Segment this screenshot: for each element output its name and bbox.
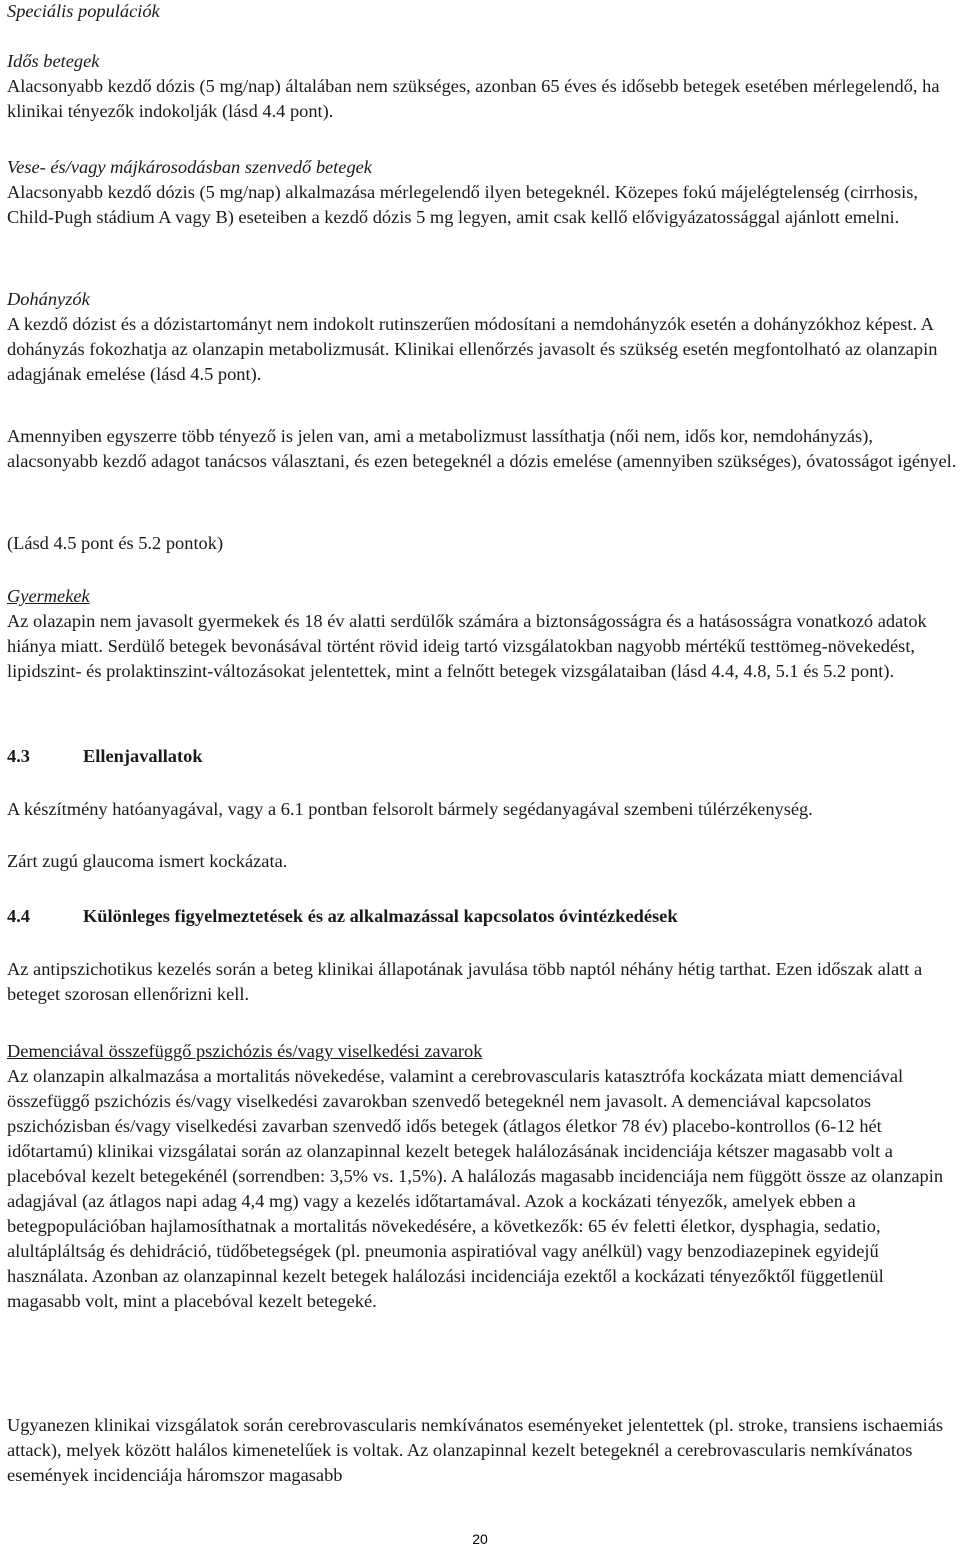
heading-contraindications	[7, 744, 203, 769]
heading-text: Különleges figyelmeztetések és az alkalmazással kapcsolatos óvintézkedések	[83, 906, 678, 926]
heading-number: 4.3	[7, 746, 30, 766]
heading-text: Ellenjavallatok	[83, 746, 203, 766]
heading-number: 4.4	[7, 906, 30, 926]
paragraph-renal-hepatic: Alacsonyabb kezdő dózis (5 mg/nap) alkalmazása mérlegelendő ilyen betegeknél. Közepes fokú májelégtelenség (cirrhosis, Child-Pugh stádium A vagy B) eseteiben a kezdő dózis 5 mg legyen, amit csak kellő elővigyázatossággal ajánlott emelni.	[7, 182, 919, 227]
section-title-special-populations: Speciális populációk	[7, 1, 160, 21]
paragraph-contraindications: A készítmény hatóanyagával, vagy a 6.1 pontban felsorolt bármely segédanyagával szembeni túlérzékenység.	[7, 799, 813, 819]
subhead-smokers: Dohányzók	[7, 289, 90, 309]
reference-note: (Lásd 4.5 pont és 5.2 pontok)	[7, 533, 224, 553]
paragraph-cerebrovascular: Ugyanezen klinikai vizsgálatok során cerebrovascularis nemkívánatos eseményeket jelentettek (pl. stroke, transiens ischaemiás attack), melyek között halálos kimenetelűek is voltak. Az olanzapinnal kezelt betegeknél a cerebrovascularis nemkívánatos események incidenciája háromszor magasabb	[7, 1415, 944, 1485]
subhead-dementia: Demenciával összefüggő pszichózis és/vagy viselkedési zavarok	[7, 1041, 483, 1061]
paragraph-multiple-factors: Amennyiben egyszerre több tényező is jelen van, ami a metabolizmust lassíthatja (női nem, idős kor, nemdohányzás), alacsonyabb kezdő adagot tanácsos választani, és ezen betegeknél a dózis emelése (amennyiben szükséges), óvatosságot igényel.	[7, 426, 957, 471]
paragraph-smokers: A kezdő dózist és a dózistartományt nem indokolt rutinszerűen módosítani a nemdohányzók esetén a dohányzókhoz képest. A dohányzás fokozhatja az olanzapin metabolizmusát. Klinikai ellenőrzés javasolt és szükség esetén megfontolható az olanzapin adagjának emelése (lásd 4.5 pont).	[7, 314, 938, 384]
heading-warnings	[7, 904, 678, 929]
subhead-elderly: Idős betegek	[7, 51, 100, 71]
paragraph-dementia: Az olanzapin alkalmazása a mortalitás növekedése, valamint a cerebrovascularis katasztrófa kockázata miatt demenciával összefüggő pszichózis és/vagy viselkedési zavarokban szenvedő betegeknél nem javasolt. A demenciával kapcsolatos pszichózisban és/vagy viselkedési zavarban szenvedő idős betegek (átlagos életkor 78 év) placebo-kontrollos (6-12 hét időtartamú) klinikai vizsgálatai során az olanzapinnal kezelt betegek halálozásának incidenciája kétszer magasabb volt a placebóval kezelt betegekénél (sorrendben: 3,5% vs. 1,5%). A halálozás magasabb incidenciája nem függött össze az olanzapin adagjával (az átlagos napi adag 4,4 mg) vagy a kezelés időtartamával. Azok a kockázati tényezők, amelyek ebben a betegpopulációban hajlamosíthatnak a mortalitás növekedésére, a következők: 65 év feletti életkor, dysphagia, sedatio, alultápláltság és dehidráció, tüdőbetegségek (pl. pneumonia aspiratióval vagy anélkül) vagy benzodiazepinek egyidejű használata. Azonban az olanzapinnal kezelt betegek halálozási incidenciája ezektől a kockázati tényezőktől függetlenül magasabb volt, mint a placebóval kezelt betegeké.	[7, 1066, 944, 1311]
subhead-children: Gyermekek	[7, 586, 90, 606]
paragraph-antipsychotic-intro: Az antipszichotikus kezelés során a beteg klinikai állapotának javulása több naptól néhány hétig tarthat. Ezen időszak alatt a beteget szorosan ellenőrizni kell.	[7, 959, 923, 1004]
paragraph-elderly: Alacsonyabb kezdő dózis (5 mg/nap) általában nem szükséges, azonban 65 éves és idősebb betegek esetében mérlegelendő, ha klinikai tényezők indokolják (lásd 4.4 pont).	[7, 76, 940, 121]
paragraph-glaucoma: Zárt zugú glaucoma ismert kockázata.	[7, 851, 288, 871]
subhead-renal-hepatic: Vese- és/vagy májkárosodásban szenvedő betegek	[7, 157, 372, 177]
page-number: 20	[472, 1531, 488, 1547]
paragraph-children: Az olazapin nem javasolt gyermekek és 18 év alatti serdülők számára a biztonságosságra és a hatásosságra vonatkozó adatok hiánya miatt. Serdülő betegek bevonásával történt rövid ideig tartó vizsgálatokban nagyobb mértékű testtömeg-növekedést, lipidszint- és prolaktinszint-változásokat jelentettek, mint a felnőtt betegek vizsgálataiban (lásd 4.4, 4.8, 5.1 és 5.2 pont).	[7, 611, 927, 681]
